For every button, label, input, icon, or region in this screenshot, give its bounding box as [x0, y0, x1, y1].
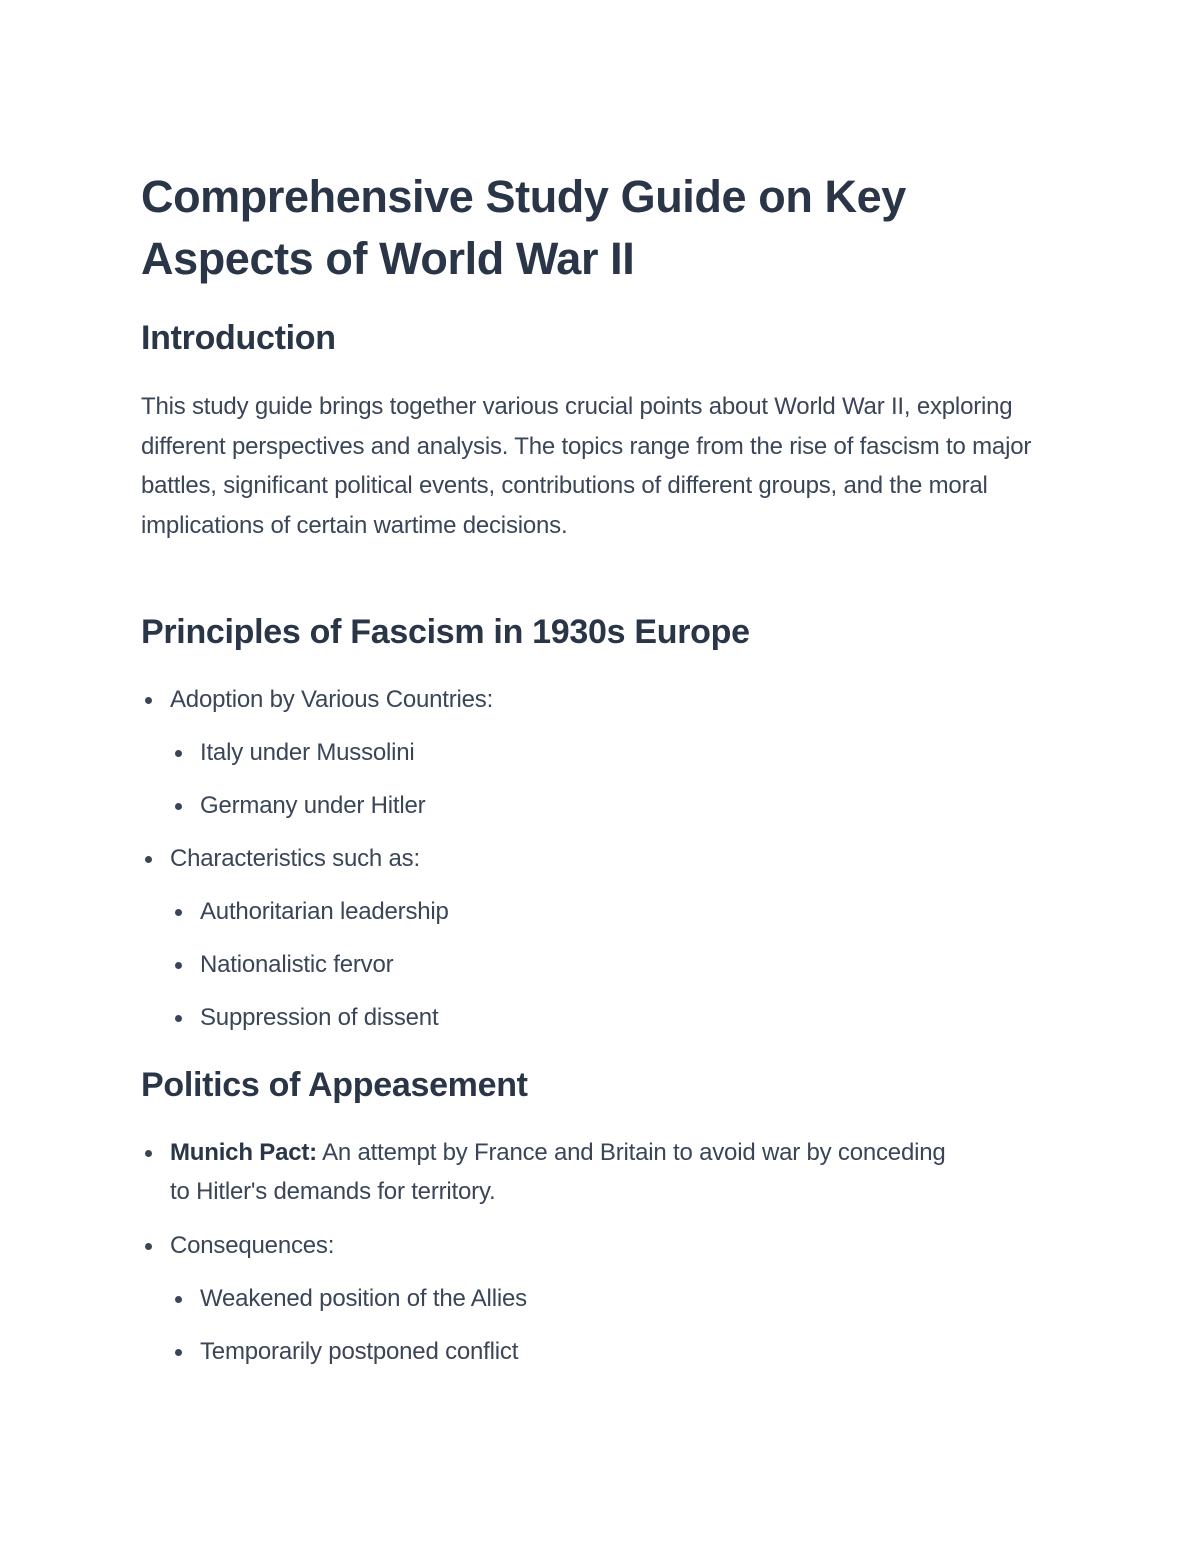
bullet-icon	[175, 962, 182, 969]
section-heading-introduction: Introduction	[141, 319, 336, 357]
list-item: Nationalistic fervor	[200, 951, 394, 978]
list-item	[170, 1133, 970, 1211]
bullet-icon	[175, 1349, 182, 1356]
bullet-icon	[175, 750, 182, 757]
bullet-icon	[175, 1015, 182, 1022]
list-item: Adoption by Various Countries:	[170, 686, 494, 713]
section-heading-appeasement: Politics of Appeasement	[141, 1066, 528, 1104]
section-heading-fascism: Principles of Fascism in 1930s Europe	[141, 613, 750, 651]
bullet-icon	[175, 1296, 182, 1303]
list-item: Italy under Mussolini	[200, 739, 415, 766]
list-item: Authoritarian leadership	[200, 898, 449, 925]
bullet-icon	[175, 909, 182, 916]
bullet-icon	[145, 1243, 152, 1250]
bullet-icon	[145, 1150, 152, 1157]
bullet-icon	[145, 697, 152, 704]
list-item: Temporarily postponed conflict	[200, 1338, 519, 1365]
document-title: Comprehensive Study Guide on Key Aspects of World War II	[141, 171, 906, 284]
list-item: Suppression of dissent	[200, 1004, 439, 1031]
bullet-icon	[145, 856, 152, 863]
bullet-icon	[175, 803, 182, 810]
list-item: Consequences:	[170, 1232, 335, 1259]
introduction-paragraph: This study guide brings together various crucial points about World War II, exploring different perspectives and analysis. The topics range from the rise of fascism to major battles, significant political events, contributions of different groups, and the moral implications of certain wartime decisions.	[141, 393, 1032, 539]
list-item: Weakened position of the Allies	[200, 1285, 527, 1312]
list-item-text: An attempt by France and Britain to avoid war by conceding to Hitler's demands for territory.	[170, 1139, 946, 1205]
list-item-label: Munich Pact:	[170, 1139, 317, 1166]
list-item: Characteristics such as:	[170, 845, 420, 872]
list-item: Germany under Hitler	[200, 792, 426, 819]
